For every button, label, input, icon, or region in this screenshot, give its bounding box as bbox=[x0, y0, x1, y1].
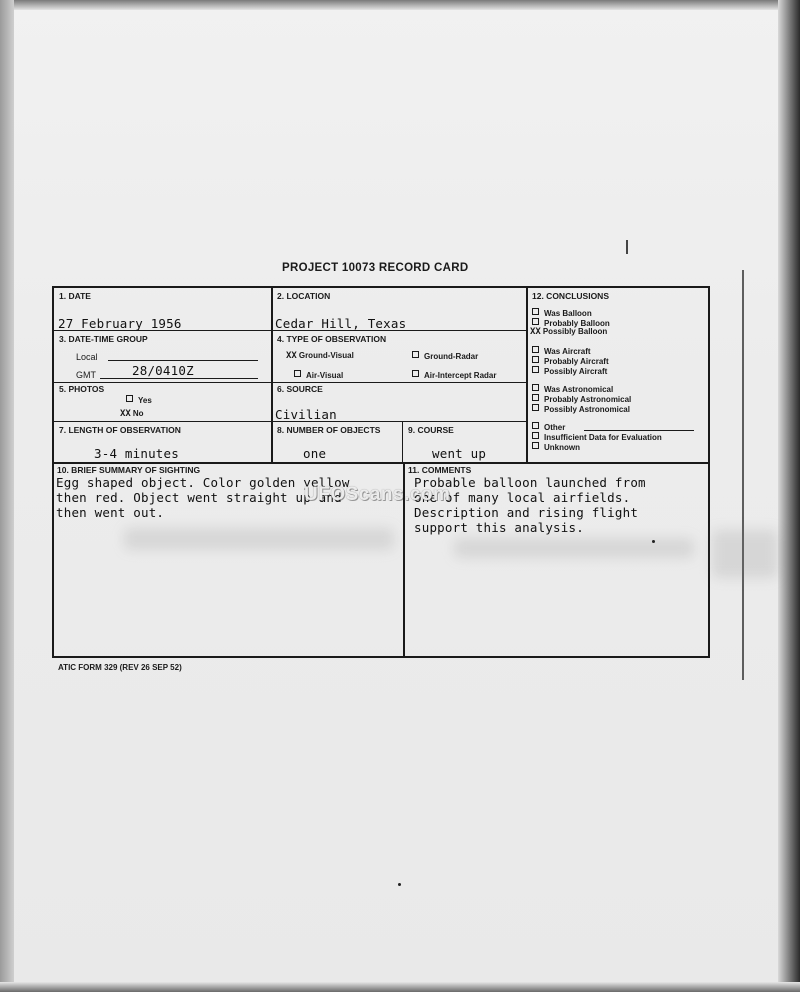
scan-edge-left bbox=[0, 0, 14, 992]
checkbox-icon bbox=[532, 432, 539, 439]
conclusion-text: Was Balloon bbox=[544, 309, 592, 318]
scan-speck bbox=[398, 883, 401, 886]
conclusion-text: Probably Balloon bbox=[544, 319, 610, 328]
conclusion-text: Was Aircraft bbox=[544, 347, 591, 356]
air-visual-option bbox=[294, 370, 343, 380]
location-value: Cedar Hill, Texas bbox=[275, 316, 407, 331]
checkbox-icon bbox=[532, 404, 539, 411]
scan-edge-bottom bbox=[0, 982, 800, 992]
gmt-label: GMT bbox=[76, 370, 96, 380]
date-label: 1. DATE bbox=[59, 291, 91, 301]
location-label: 2. LOCATION bbox=[277, 291, 331, 301]
conclusion-was-aircraft bbox=[532, 346, 591, 356]
scan-smudge bbox=[454, 538, 694, 558]
conclusion-was-balloon bbox=[532, 308, 592, 318]
possibly-balloon-checkmark: XX bbox=[530, 327, 541, 337]
photos-yes-text: Yes bbox=[138, 396, 152, 405]
conclusion-possibly-aircraft bbox=[532, 366, 607, 376]
source-value: Civilian bbox=[275, 407, 337, 422]
conclusion-probably-astronomical bbox=[532, 394, 631, 404]
checkbox-icon bbox=[532, 346, 539, 353]
photos-no-checkmark: XX bbox=[120, 409, 131, 419]
scan-edge-top bbox=[0, 0, 800, 10]
conclusion-text: Possibly Astronomical bbox=[544, 405, 630, 414]
conclusion-text: Was Astronomical bbox=[544, 385, 614, 394]
air-visual-text: Air-Visual bbox=[306, 371, 344, 380]
photos-yes-option bbox=[126, 395, 152, 405]
scan-speck bbox=[652, 540, 655, 543]
scan-smudge bbox=[124, 528, 394, 550]
ground-visual-text: Ground-Visual bbox=[298, 351, 354, 360]
length-of-observation-label: 7. LENGTH OF OBSERVATION bbox=[59, 425, 181, 435]
brief-summary-label: 10. BRIEF SUMMARY OF SIGHTING bbox=[57, 465, 201, 475]
conclusion-text: Possibly Balloon bbox=[542, 327, 608, 336]
conclusion-insufficient-data bbox=[532, 432, 662, 442]
date-value: 27 February 1956 bbox=[58, 316, 182, 331]
scan-smudge bbox=[712, 530, 778, 578]
checkbox-icon bbox=[126, 395, 133, 402]
conclusion-unknown bbox=[532, 442, 580, 452]
local-label: Local bbox=[76, 352, 98, 362]
ground-visual-option bbox=[286, 351, 354, 361]
checkbox-icon bbox=[532, 442, 539, 449]
scan-mark bbox=[626, 240, 628, 254]
air-intercept-radar-option bbox=[412, 370, 496, 380]
checkbox-icon bbox=[532, 356, 539, 363]
conclusion-other bbox=[532, 422, 565, 432]
checkbox-icon bbox=[532, 394, 539, 401]
card-title: PROJECT 10073 RECORD CARD bbox=[282, 262, 469, 274]
conclusion-text: Probably Astronomical bbox=[544, 395, 632, 404]
checkbox-icon bbox=[412, 351, 419, 358]
summary-line-1: Egg shaped object. Color golden yellow bbox=[56, 475, 350, 490]
number-of-objects-label: 8. NUMBER OF OBJECTS bbox=[277, 425, 381, 435]
checkbox-icon bbox=[294, 370, 301, 377]
length-of-observation-value: 3-4 minutes bbox=[94, 446, 179, 461]
comments-line-4: support this analysis. bbox=[414, 520, 584, 535]
photos-no-text: No bbox=[132, 409, 144, 418]
ground-radar-text: Ground-Radar bbox=[424, 352, 479, 361]
summary-line-2: then red. Object went straight up and bbox=[56, 490, 342, 505]
checkbox-icon bbox=[532, 318, 539, 325]
checkbox-icon bbox=[532, 366, 539, 373]
air-intercept-radar-text: Air-Intercept Radar bbox=[424, 371, 497, 380]
ground-radar-option bbox=[412, 351, 478, 361]
source-label: 6. SOURCE bbox=[277, 384, 323, 394]
type-of-observation-label: 4. TYPE OF OBSERVATION bbox=[277, 334, 387, 344]
conclusion-possibly-balloon bbox=[530, 327, 607, 337]
gmt-value: 28/0410Z bbox=[132, 363, 194, 378]
ground-visual-checkmark: XX bbox=[286, 351, 297, 361]
conclusion-possibly-astronomical bbox=[532, 404, 630, 414]
checkbox-icon bbox=[532, 422, 539, 429]
date-time-group-label: 3. DATE-TIME GROUP bbox=[59, 334, 148, 344]
course-value: went up bbox=[432, 446, 487, 461]
watermark-text: UFOScans.com bbox=[304, 484, 451, 505]
comments-label: 11. COMMENTS bbox=[408, 465, 472, 475]
photos-no-option bbox=[120, 409, 144, 419]
number-of-objects-value: one bbox=[303, 446, 327, 461]
conclusion-text: Insufficient Data for Evaluation bbox=[544, 433, 662, 442]
record-card bbox=[52, 286, 710, 658]
conclusion-probably-aircraft bbox=[532, 356, 609, 366]
photos-label: 5. PHOTOS bbox=[59, 384, 105, 394]
course-label: 9. COURSE bbox=[408, 425, 454, 435]
checkbox-icon bbox=[532, 308, 539, 315]
conclusion-text: Unknown bbox=[544, 443, 580, 452]
conclusion-text: Probably Aircraft bbox=[544, 357, 609, 366]
comments-line-2: one of many local airfields. bbox=[414, 490, 631, 505]
comments-line-3: Description and rising flight bbox=[414, 505, 639, 520]
conclusion-text: Possibly Aircraft bbox=[544, 367, 608, 376]
conclusion-text: Other bbox=[544, 423, 566, 432]
form-footer: ATIC FORM 329 (REV 26 SEP 52) bbox=[58, 663, 182, 672]
comments-line-1: Probable balloon launched from bbox=[414, 475, 646, 490]
checkbox-icon bbox=[412, 370, 419, 377]
conclusion-was-astronomical bbox=[532, 384, 613, 394]
scan-edge-right bbox=[778, 0, 800, 992]
checkbox-icon bbox=[532, 384, 539, 391]
page-fold-line bbox=[742, 270, 744, 680]
summary-line-3: then went out. bbox=[56, 505, 165, 520]
conclusions-label: 12. CONCLUSIONS bbox=[532, 291, 609, 301]
